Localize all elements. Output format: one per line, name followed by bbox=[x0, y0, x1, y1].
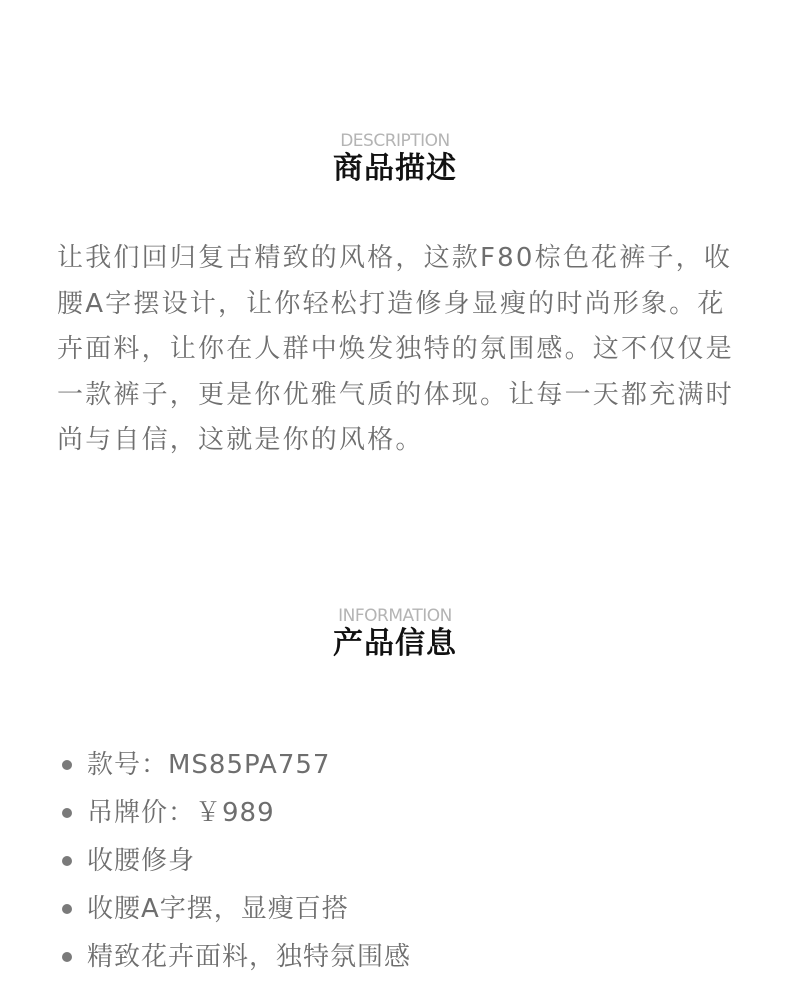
bullet-icon bbox=[62, 760, 72, 770]
info-item-tag-price bbox=[62, 789, 411, 837]
information-eyebrow: INFORMATION bbox=[338, 606, 452, 626]
info-item-text: 款号：MS85PA757 bbox=[87, 750, 331, 780]
info-item-text: 吊牌价：￥989 bbox=[87, 798, 275, 828]
info-item-fit bbox=[62, 837, 411, 885]
bullet-icon bbox=[62, 808, 72, 818]
bullet-icon bbox=[62, 856, 72, 866]
info-item-fabric bbox=[62, 933, 411, 981]
info-item-silhouette bbox=[62, 885, 411, 933]
information-title: 产品信息 bbox=[333, 626, 457, 661]
description-eyebrow: DESCRIPTION bbox=[340, 131, 450, 151]
description-section-header bbox=[0, 131, 790, 187]
info-item-style-number bbox=[62, 741, 411, 789]
bullet-icon bbox=[62, 904, 72, 914]
info-item-text: 收腰修身 bbox=[87, 846, 196, 876]
product-info-list bbox=[62, 741, 411, 981]
product-description-text: 让我们回归复古精致的风格，这款F80棕色花裤子，收腰A字摆设计，让你轻松打造修身显瘦的时尚形象。花卉面料，让你在人群中焕发独特的氛围感。这不仅仅是一款裤子，更是你优雅气质的体现。让每一天都充满时尚与自信，这就是你的风格。 bbox=[57, 243, 734, 455]
bullet-icon bbox=[62, 952, 72, 962]
info-item-text: 收腰A字摆，显瘦百搭 bbox=[87, 894, 349, 924]
info-item-text: 精致花卉面料，独特氛围感 bbox=[87, 942, 412, 972]
information-section-header bbox=[0, 606, 790, 662]
description-title: 商品描述 bbox=[333, 151, 457, 186]
